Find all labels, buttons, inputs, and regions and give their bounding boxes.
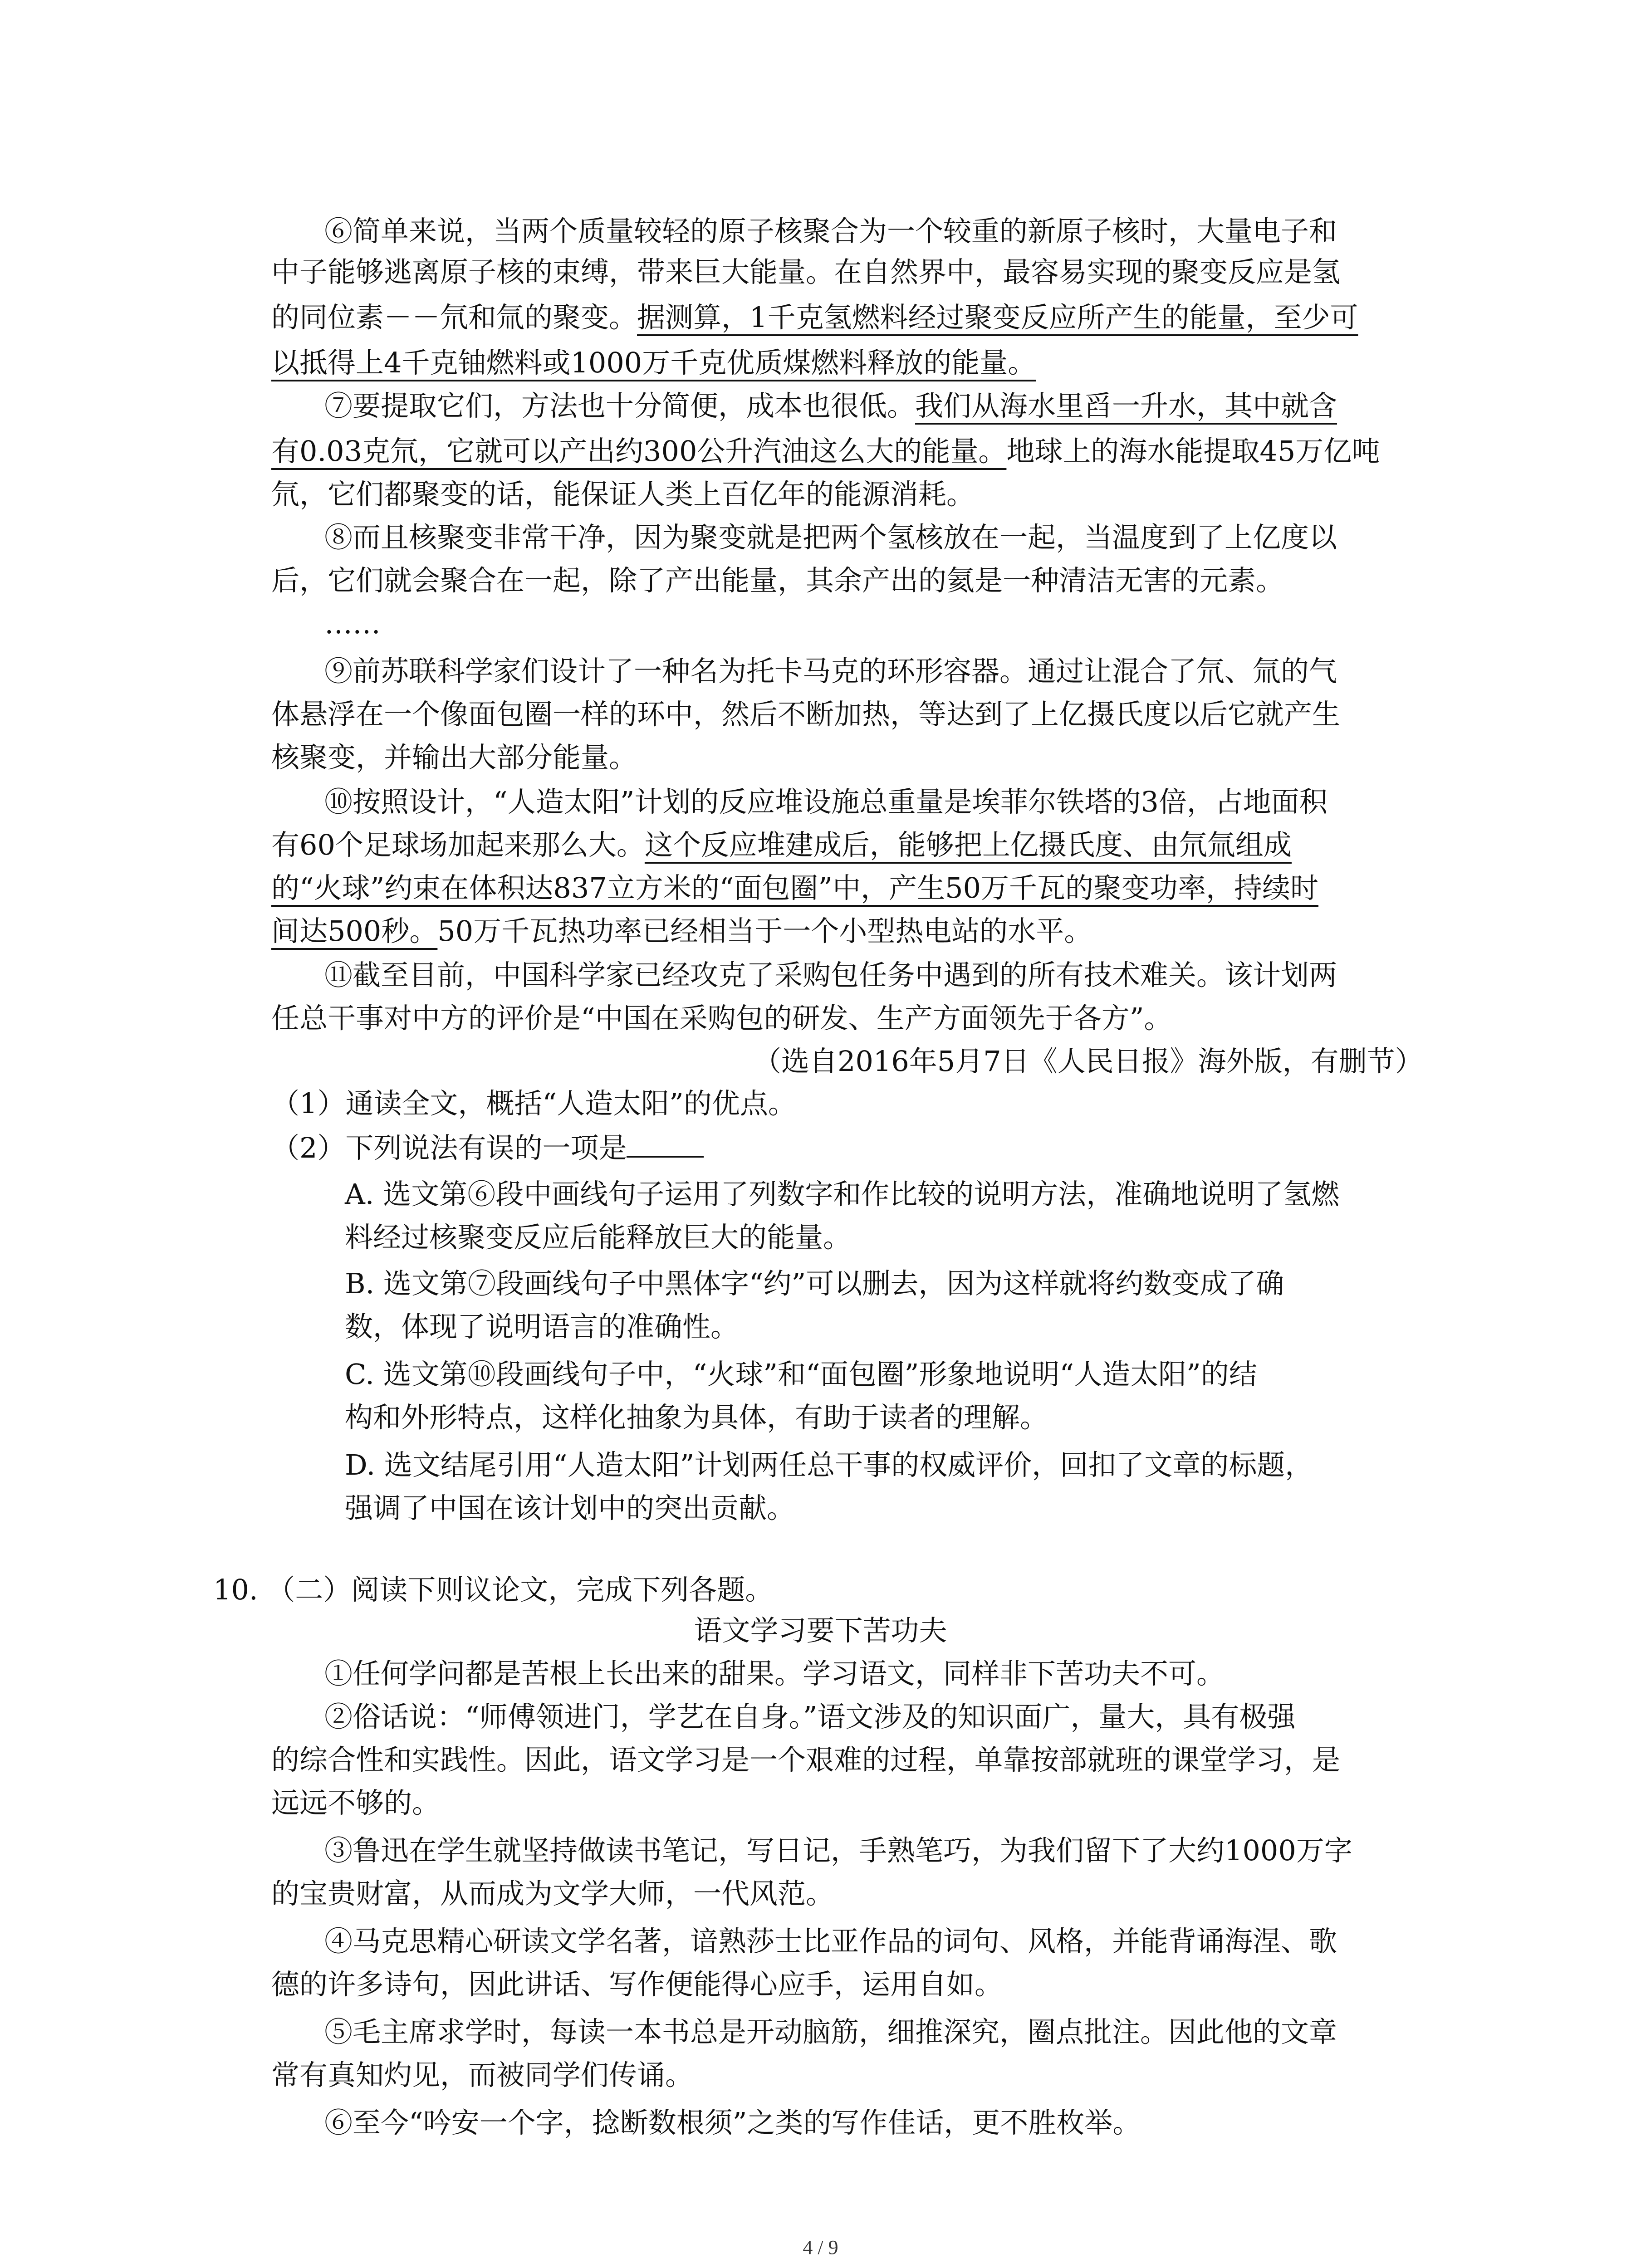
p7-line-1-plain: ⑦要提取它们，方法也十分简便，成本也很低。 bbox=[324, 389, 916, 422]
option-b-line-2: 数，体现了说明语言的准确性。 bbox=[345, 1310, 739, 1343]
essay-p3-line-2: 的宝贵财富，从而成为文学大师，一代风范。 bbox=[271, 1877, 834, 1910]
essay-p4-line-1: ④马克思精心研读文学名著，谙熟莎士比亚作品的词句、风格，并能背诵海涅、歌 bbox=[324, 1925, 1337, 1958]
p10-line-1: ⑩按照设计，“人造太阳”计划的反应堆设施总重量是埃菲尔铁塔的3倍，占地面积 bbox=[324, 785, 1327, 818]
p7-underlined-sentence-end: 有0.03克氘，它就可以产出约300公升汽油这么大的能量。 bbox=[271, 435, 1007, 468]
question-2 bbox=[271, 1129, 704, 1166]
p9-line-1: ⑨前苏联科学家们设计了一种名为托卡马克的环形容器。通过让混合了氘、氚的气 bbox=[324, 655, 1337, 688]
answer-blank bbox=[627, 1129, 704, 1158]
p8-line-1: ⑧而且核聚变非常干净，因为聚变就是把两个氢核放在一起，当温度到了上亿度以 bbox=[324, 521, 1337, 554]
essay-p6: ⑥至今“吟安一个字，捻断数根须”之类的写作佳话，更不胜枚举。 bbox=[324, 2106, 1141, 2139]
option-c-line-1: C. 选文第⑩段画线句子中，“火球”和“面包圈”形象地说明“人造太阳”的结 bbox=[345, 1358, 1257, 1391]
essay-p1: ①任何学问都是苦根上长出来的甜果。学习语文，同样非下苦功夫不可。 bbox=[324, 1657, 1225, 1690]
p10-underlined-sentence-middle: 的“火球”约束在体积达837立方米的“面包圈”中，产生50万千瓦的聚变功率，持续时 bbox=[271, 871, 1319, 904]
section-heading: 10. （二）阅读下则议论文，完成下列各题。 bbox=[213, 1573, 774, 1606]
p9-line-2: 体悬浮在一个像面包圈一样的环中，然后不断加热，等达到了上亿摄氏度以后它就产生 bbox=[271, 698, 1341, 731]
p10-underlined-sentence-start: 这个反应堆建成后，能够把上亿摄氏度、由氘氚组成 bbox=[644, 828, 1292, 861]
option-d-line-2: 强调了中国在该计划中的突出贡献。 bbox=[345, 1491, 795, 1525]
essay-p2-line-3: 远远不够的。 bbox=[271, 1786, 441, 1819]
p9-line-3: 核聚变，并输出大部分能量。 bbox=[271, 741, 637, 774]
question-2-text: （2）下列说法有误的一项是 bbox=[271, 1131, 627, 1164]
essay-p3-line-1: ③鲁迅在学生就坚持做读书笔记，写日记，手熟笔巧，为我们留下了大约1000万字 bbox=[324, 1834, 1352, 1867]
p6-line-3 bbox=[271, 299, 1358, 336]
page-number: 4 / 9 bbox=[803, 2236, 838, 2258]
ellipsis: …… bbox=[324, 607, 381, 640]
option-a-line-2: 料经过核聚变反应后能释放巨大的能量。 bbox=[345, 1221, 852, 1254]
essay-p2-line-2: 的综合性和实践性。因此，语文学习是一个艰难的过程，单靠按部就班的课堂学习，是 bbox=[271, 1743, 1341, 1776]
p8-line-2: 后，它们就会聚合在一起，除了产出能量，其余产出的氦是一种清洁无害的元素。 bbox=[271, 564, 1284, 597]
option-a-line-1: A. 选文第⑥段中画线句子运用了列数字和作比较的说明方法，准确地说明了氢燃 bbox=[345, 1178, 1340, 1211]
p10-underlined-sentence-end: 间达500秒。 bbox=[271, 914, 438, 948]
essay-p5-line-2: 常有真知灼见，而被同学们传诵。 bbox=[271, 2058, 694, 2092]
essay-title: 语文学习要下苦功夫 bbox=[694, 1614, 947, 1647]
p11-line-2: 任总干事对中方的评价是“中国在采购包的研发、生产方面领先于各方”。 bbox=[271, 1002, 1172, 1035]
p7-line-2-plain: 地球上的海水能提取45万亿吨 bbox=[1006, 435, 1380, 468]
p10-line-4-plain: 50万千瓦热功率已经相当于一个小型热电站的水平。 bbox=[437, 914, 1092, 948]
option-b-line-1: B. 选文第⑦段画线句子中黑体字“约”可以删去，因为这样就将约数变成了确 bbox=[345, 1267, 1284, 1300]
p11-line-1: ⑪截至目前，中国科学家已经攻克了采购包任务中遇到的所有技术难关。该计划两 bbox=[324, 958, 1337, 992]
essay-p4-line-2: 德的许多诗句，因此讲话、写作便能得心应手，运用自如。 bbox=[271, 1968, 1003, 2001]
essay-p5-line-1: ⑤毛主席求学时，每读一本书总是开动脑筋，细推深究，圈点批注。因此他的文章 bbox=[324, 2015, 1337, 2048]
p10-line-4 bbox=[271, 913, 1092, 949]
p10-line-2-plain: 有60个足球场加起来那么大。 bbox=[271, 828, 645, 861]
p7-underlined-sentence-start: 我们从海水里舀一升水，其中就含 bbox=[915, 389, 1337, 422]
p7-line-3: 氘，它们都聚变的话，能保证人类上百亿年的能源消耗。 bbox=[271, 478, 975, 511]
p6-underlined-sentence-start: 据测算，1千克氢燃料经过聚变反应所产生的能量，至少可 bbox=[637, 301, 1358, 334]
p7-line-1 bbox=[324, 388, 1337, 424]
p6-line-3-plain: 的同位素－－氘和氚的聚变。 bbox=[271, 301, 637, 334]
option-c-line-2: 构和外形特点，这样化抽象为具体，有助于读者的理解。 bbox=[345, 1401, 1048, 1434]
p6-line-1: ⑥简单来说，当两个质量较轻的原子核聚合为一个较重的新原子核时，大量电子和 bbox=[324, 215, 1337, 248]
p6-line-2: 中子能够逃离原子核的束缚，带来巨大能量。在自然界中，最容易实现的聚变反应是氢 bbox=[271, 255, 1341, 288]
p10-line-2 bbox=[271, 827, 1292, 863]
question-1: （1）通读全文，概括“人造太阳”的优点。 bbox=[271, 1087, 796, 1120]
p6-underlined-sentence-end: 以抵得上4千克铀燃料或1000万千克优质煤燃料释放的能量。 bbox=[271, 346, 1036, 379]
p7-line-2 bbox=[271, 433, 1380, 469]
option-d-line-1: D. 选文结尾引用“人造太阳”计划两任总干事的权威评价，回扣了文章的标题， bbox=[345, 1448, 1313, 1481]
essay-p2-line-1: ②俗话说：“师傅领进门，学艺在自身。”语文涉及的知识面广，量大，具有极强 bbox=[324, 1700, 1296, 1733]
source-citation: （选自2016年5月7日《人民日报》海外版，有删节） bbox=[753, 1045, 1423, 1078]
